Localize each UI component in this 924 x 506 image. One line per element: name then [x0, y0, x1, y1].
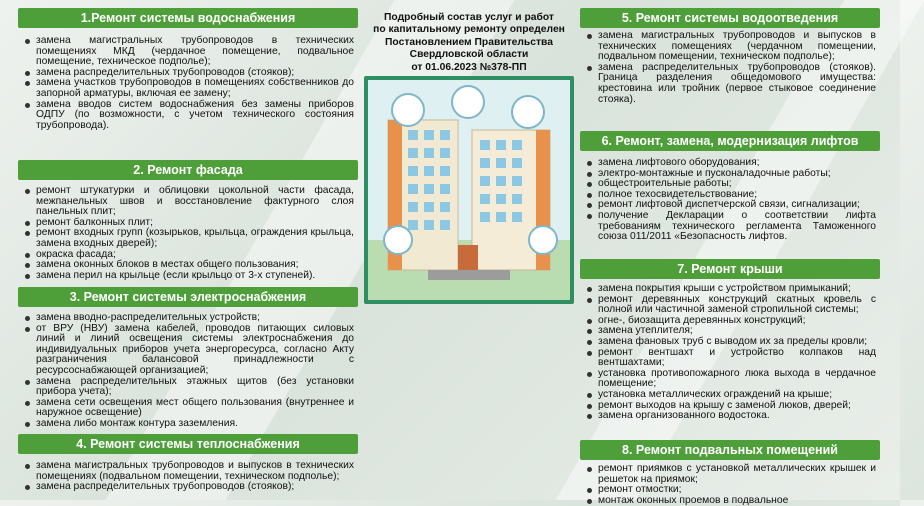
list-item: ремонт деревянных конструкций скатных кровель с полной или частичной заменой стропильной системы;: [598, 293, 876, 316]
list-item: ремонт вентшахт и устройство колпаков над вентшахтами;: [598, 346, 876, 369]
list-item: от ВРУ (НВУ) замена кабелей, проводов питающих силовых линий и линий освещения системы электроснабжения до индивидуальных приборов учета энергоресурса, согласно Акту разграничения балансовой принадлежности с ресурсоснабжающей организацией;: [36, 322, 354, 376]
section-header: 7. Ремонт крыши: [580, 259, 880, 279]
list-item: замена участков трубопроводов в помещениях собственников до запорной арматуры, включая ее замену;: [36, 77, 354, 99]
center-title-line: Подробный состав услуг и работ: [384, 12, 554, 23]
list-item: замена магистральных трубопроводов и выпусков в технических помещениях (чердачном помещении, подвальном помещении, техническом подполье);: [598, 30, 876, 63]
section-item-list: [18, 186, 358, 281]
center-title-line: по капитальному ремонту определен: [373, 24, 565, 36]
list-item: огне-, биозащита деревянных конструкций;: [598, 316, 876, 327]
section-item-list: [580, 464, 880, 506]
list-item: замена сети освещения мест общего пользования (внутреннее и наружное освещение): [36, 396, 354, 419]
list-item: замена перил на крыльце (если крыльцо от 3-х ступеней).: [36, 271, 354, 282]
section-electricity: [18, 287, 358, 430]
section-basement: [580, 440, 880, 506]
section-item-list: [580, 31, 880, 105]
list-item: замена магистральных трубопроводов в технических помещениях МКД (чердачное помещение, подвальное помещение, техническое подполье);: [36, 35, 354, 68]
list-item: замена магистральных трубопроводов и выпусков в технических помещениях (подвальном помещении, техническом подполье);: [36, 460, 354, 482]
list-item: замена оконных блоков в местах общего пользования;: [36, 260, 354, 271]
section-header: 6. Ремонт, замена, модернизация лифтов: [580, 131, 880, 151]
center-title-line: от 01.06.2023 №378-ПП: [411, 61, 527, 73]
list-item: окраска фасада;: [36, 250, 354, 261]
list-item: замена утеплителя;: [598, 326, 876, 337]
list-item: установка металлических ограждений на крыше;: [598, 390, 876, 401]
section-header: 4. Ремонт системы теплоснабжения: [18, 434, 358, 454]
section-sewage: [580, 8, 880, 105]
list-item: ремонт балконных плит;: [36, 218, 354, 229]
section-header: 2. Ремонт фасада: [18, 160, 358, 180]
section-item-list: [580, 158, 880, 243]
list-item: ремонт штукатурки и облицовки цокольной части фасада, межпанельных швов и восстановление фактурного слоя панельных плит;: [36, 185, 354, 218]
list-item: замена лифтового оборудования;: [598, 158, 876, 169]
list-item: ремонт отмостки;: [598, 485, 876, 496]
list-item: замена распределительных трубопроводов (стояков);: [36, 482, 354, 493]
list-item: полное техосвидетельствование;: [598, 190, 876, 201]
building-illustration-image: [368, 80, 570, 300]
section-heating: [18, 434, 358, 493]
section-header: 1.Ремонт системы водоснабжения: [18, 8, 358, 28]
section-header: 5. Ремонт системы водоотведения: [580, 8, 880, 28]
list-item: замена вводно-распределительных устройств;: [36, 313, 354, 324]
list-item: замена вводов систем водоснабжения без замены приборов ОДПУ (по возможности, с учетом технического состояния трубопровода).: [36, 98, 354, 131]
list-item: замена распределительных трубопроводов (стояков). Граница разделения общедомового имущества: крестовина или тройник (первое стыковое соединение стояка).: [598, 61, 876, 105]
list-item: ремонт приямков с установкой металлических крышек и решеток на приямок;: [598, 463, 876, 485]
list-item: ремонт выходов на крышу с заменой люков, дверей;: [598, 401, 876, 412]
section-item-list: [18, 461, 358, 493]
list-item: замена распределительных этажных щитов (без установки прибора учета);: [36, 375, 354, 398]
section-header: 3. Ремонт системы электроснабжения: [18, 287, 358, 307]
section-water-supply: [18, 8, 358, 131]
list-item: замена распределительных трубопроводов (стояков);: [36, 68, 354, 79]
list-item: замена либо монтаж контура заземления.: [36, 419, 354, 430]
section-roof: [580, 259, 880, 422]
list-item: замена фановых труб с выводом их за пределы кровли;: [598, 337, 876, 348]
list-item: замена покрытия крыши с устройством примыканий;: [598, 284, 876, 295]
building-illustration: [364, 76, 574, 304]
center-title-line: Постановлением Правительства: [385, 36, 553, 48]
section-item-list: [580, 284, 880, 422]
section-item-list: [18, 36, 358, 131]
list-item: ремонт лифтовой диспетчерской связи, сигнализации;: [598, 200, 876, 211]
list-item: ремонт входных групп (козырьков, крыльца, ограждения крыльца, замена входных дверей);: [36, 227, 354, 249]
center-title: [360, 12, 578, 74]
list-item: монтаж оконных проемов в подвальное: [598, 496, 876, 506]
list-item: получение Декларации о соответствии лифта требованиям технического регламента Таможенного союза 011/2011 «Безопасность лифтов.: [598, 209, 876, 243]
section-facade: [18, 160, 358, 281]
list-item: замена организованного водостока.: [598, 411, 876, 422]
list-item: общестроительные работы;: [598, 179, 876, 190]
list-item: установка противопожарного люка выхода в чердачное помещение;: [598, 367, 876, 390]
list-item: электро-монтажные и пусконаладочные работы;: [598, 169, 876, 180]
section-elevators: [580, 131, 880, 243]
center-title-line: Свердловской области: [409, 49, 529, 61]
section-item-list: [18, 313, 358, 430]
section-header: 8. Ремонт подвальных помещений: [580, 440, 880, 460]
